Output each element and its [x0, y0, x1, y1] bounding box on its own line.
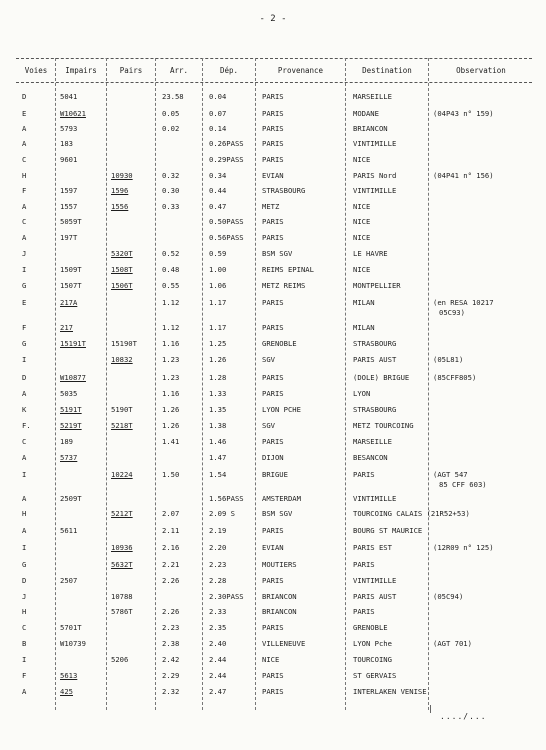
- cell-impair: 5059T: [60, 217, 82, 226]
- cell-voie: K: [22, 405, 27, 414]
- cell-arr: 1.26: [162, 421, 180, 430]
- cell-dep: 2.35: [209, 623, 227, 632]
- cell-dest: STRASBOURG: [353, 339, 397, 348]
- cell-impair: 1597: [60, 186, 78, 195]
- cell-dest: METZ TOURCOING: [353, 421, 414, 430]
- margin-tick: [430, 705, 431, 713]
- cell-pair: 5212T: [111, 509, 133, 518]
- cell-dest: NICE: [353, 217, 371, 226]
- cell-arr: 1.12: [162, 323, 180, 332]
- cell-dest: LE HAVRE: [353, 249, 388, 258]
- table-row: [0, 281, 546, 295]
- cell-voie: A: [22, 233, 27, 242]
- cell-impair: 183: [60, 139, 73, 148]
- cell-pair: 10930: [111, 171, 133, 180]
- cell-voie: B: [22, 639, 27, 648]
- cell-voie: C: [22, 437, 27, 446]
- cell-arr: 1.23: [162, 373, 180, 382]
- cell-voie: A: [22, 389, 27, 398]
- cell-prov: BSM SGV: [262, 509, 293, 518]
- cell-dest: NICE: [353, 265, 371, 274]
- cell-dest: STRASBOURG: [353, 405, 397, 414]
- header-observation: Observation: [456, 66, 506, 75]
- cell-dep: 0.14: [209, 124, 227, 133]
- cell-prov: PARIS: [262, 233, 284, 242]
- table-row: [0, 509, 546, 523]
- cell-pair: 1556: [111, 202, 129, 211]
- cell-obs: (05L81): [433, 355, 464, 364]
- cell-dep: 2.33: [209, 607, 227, 616]
- table-row: [0, 171, 546, 185]
- cell-voie: C: [22, 623, 27, 632]
- table-row: [0, 298, 546, 317]
- cell-dest: NICE: [353, 233, 371, 242]
- cell-prov: REIMS EPINAL: [262, 265, 314, 274]
- cell-dest: BESANCON: [353, 453, 388, 462]
- cell-pair: 5632T: [111, 560, 133, 569]
- table-row: [0, 470, 546, 489]
- table-row: [0, 687, 546, 701]
- cell-pair: 5190T: [111, 405, 133, 414]
- cell-pair: 1596: [111, 186, 129, 195]
- table-row: [0, 186, 546, 200]
- cell-arr: 2.26: [162, 607, 180, 616]
- cell-voie: E: [22, 298, 27, 307]
- cell-impair: 217A: [60, 298, 78, 307]
- cell-dest: MARSEILLE: [353, 92, 392, 101]
- cell-dest: PARIS: [353, 470, 375, 479]
- cell-dep: 0.34: [209, 171, 227, 180]
- cell-prov: PARIS: [262, 139, 284, 148]
- cell-prov: MOUTIERS: [262, 560, 297, 569]
- cell-impair: 189: [60, 437, 73, 446]
- table-row: [0, 202, 546, 216]
- cell-prov: GRENOBLE: [262, 339, 297, 348]
- cell-pair: 5218T: [111, 421, 133, 430]
- cell-dep: 0.44: [209, 186, 227, 195]
- cell-voie: J: [22, 592, 27, 601]
- cell-dest: PARIS AUST: [353, 355, 397, 364]
- cell-prov: EVIAN: [262, 171, 284, 180]
- table-row: [0, 453, 546, 467]
- cell-pair: 5786T: [111, 607, 133, 616]
- cell-pair: 5320T: [111, 249, 133, 258]
- cell-dep: 1.17: [209, 298, 227, 307]
- cell-voie: H: [22, 171, 27, 180]
- cell-pair: 10788: [111, 592, 133, 601]
- cell-pair: 15190T: [111, 339, 137, 348]
- cell-dest: MARSEILLE: [353, 437, 392, 446]
- table-row: [0, 124, 546, 138]
- cell-arr: 0.30: [162, 186, 180, 195]
- table-row: [0, 623, 546, 637]
- cell-pair: 10936: [111, 543, 133, 552]
- cell-dest: VINTIMILLE: [353, 139, 397, 148]
- cell-obs-continued: 05C93): [439, 308, 465, 317]
- cell-prov: PARIS: [262, 109, 284, 118]
- cell-pair: 10224: [111, 470, 133, 479]
- cell-dest: MILAN: [353, 323, 375, 332]
- cell-impair: 5041: [60, 92, 78, 101]
- cell-prov: METZ: [262, 202, 280, 211]
- cell-prov: DIJON: [262, 453, 284, 462]
- cell-voie: I: [22, 355, 27, 364]
- cell-voie: A: [22, 687, 27, 696]
- cell-dep: 0.50PASS: [209, 217, 244, 226]
- cell-voie: I: [22, 543, 27, 552]
- cell-dep: 2.19: [209, 526, 227, 535]
- cell-prov: SGV: [262, 355, 275, 364]
- cell-obs: (04P43 n° 159): [433, 109, 494, 118]
- cell-dep: 0.07: [209, 109, 227, 118]
- cell-dest: LYON Pche: [353, 639, 392, 648]
- cell-dep: 2.44: [209, 671, 227, 680]
- cell-arr: 0.48: [162, 265, 180, 274]
- cell-dest: PARIS: [353, 607, 375, 616]
- cell-prov: LYON PCHE: [262, 405, 301, 414]
- cell-prov: BRIANCON: [262, 607, 297, 616]
- cell-arr: 2.23: [162, 623, 180, 632]
- cell-voie: H: [22, 509, 27, 518]
- cell-dep: 0.47: [209, 202, 227, 211]
- cell-arr: 1.23: [162, 355, 180, 364]
- cell-dest: GRENOBLE: [353, 623, 388, 632]
- cell-obs: (12R09 n° 125): [433, 543, 494, 552]
- table-row: [0, 592, 546, 606]
- cell-dest: VINTIMILLE: [353, 186, 397, 195]
- cell-arr: 1.41: [162, 437, 180, 446]
- cell-voie: J: [22, 249, 27, 258]
- cell-dep: 0.04: [209, 92, 227, 101]
- cell-obs: (AGT 701): [433, 639, 472, 648]
- table-row: [0, 576, 546, 590]
- cell-obs-continued: 85 CFF 603): [439, 480, 487, 489]
- cell-arr: 0.55: [162, 281, 180, 290]
- cell-prov: PARIS: [262, 373, 284, 382]
- cell-dest: ST GERVAIS: [353, 671, 397, 680]
- cell-impair: 1507T: [60, 281, 82, 290]
- table-row: [0, 671, 546, 685]
- cell-prov: PARIS: [262, 155, 284, 164]
- cell-dest: BOURG ST MAURICE: [353, 526, 423, 535]
- cell-arr: 0.33: [162, 202, 180, 211]
- cell-arr: 0.52: [162, 249, 180, 258]
- cell-voie: D: [22, 576, 27, 585]
- cell-dep: 1.38: [209, 421, 227, 430]
- cell-dest: TOURCOING: [353, 655, 392, 664]
- cell-arr: 2.26: [162, 576, 180, 585]
- cell-arr: 1.16: [162, 389, 180, 398]
- header-pairs: Pairs: [119, 66, 143, 75]
- cell-voie: A: [22, 494, 27, 503]
- cell-prov: EVIAN: [262, 543, 284, 552]
- cell-impair: 425: [60, 687, 73, 696]
- cell-voie: I: [22, 655, 27, 664]
- table-row: [0, 249, 546, 263]
- header-impairs: Impairs: [65, 66, 97, 75]
- cell-impair: 5737: [60, 453, 78, 462]
- cell-prov: BRIGUE: [262, 470, 288, 479]
- cell-pair: 10832: [111, 355, 133, 364]
- cell-dep: 2.30PASS: [209, 592, 244, 601]
- cell-dep: 1.47: [209, 453, 227, 462]
- cell-dest: PARIS EST: [353, 543, 392, 552]
- cell-dep: 0.26PASS: [209, 139, 244, 148]
- cell-impair: W10621: [60, 109, 86, 118]
- cell-prov: PARIS: [262, 687, 284, 696]
- cell-impair: 2507: [60, 576, 78, 585]
- cell-impair: W10877: [60, 373, 86, 382]
- cell-arr: 2.38: [162, 639, 180, 648]
- cell-dest: INTERLAKEN VENISE: [353, 687, 427, 696]
- table-row: [0, 405, 546, 419]
- cell-dest: VINTIMILLE: [353, 494, 397, 503]
- cell-dep: 1.54: [209, 470, 227, 479]
- cell-voie: I: [22, 470, 27, 479]
- cell-voie: A: [22, 139, 27, 148]
- cell-dest: PARIS: [353, 560, 375, 569]
- cell-dep: 1.25: [209, 339, 227, 348]
- cell-voie: F: [22, 671, 27, 680]
- cell-dep: 2.47: [209, 687, 227, 696]
- cell-obs: (85CFF805): [433, 373, 477, 382]
- cell-dest: MONTPELLIER: [353, 281, 401, 290]
- cell-dep: 1.35: [209, 405, 227, 414]
- header-voies: Voies: [24, 66, 48, 75]
- table-row: [0, 494, 546, 508]
- cell-dep: 1.00: [209, 265, 227, 274]
- cell-prov: STRASBOURG: [262, 186, 306, 195]
- cell-prov: PARIS: [262, 217, 284, 226]
- cell-impair: 5793: [60, 124, 78, 133]
- cell-dep: 1.56PASS: [209, 494, 244, 503]
- cell-arr: 1.26: [162, 405, 180, 414]
- cell-dep: 2.09 S: [209, 509, 235, 518]
- cell-impair: 5191T: [60, 405, 82, 414]
- cell-dep: 1.26: [209, 355, 227, 364]
- table-row: [0, 437, 546, 451]
- cell-impair: 9601: [60, 155, 78, 164]
- header-provenance: Provenance: [277, 66, 324, 75]
- cell-obs: (en RESA 10217: [433, 298, 494, 307]
- page-number: - 2 -: [259, 14, 287, 24]
- table-row: [0, 543, 546, 557]
- cell-prov: VILLENEUVE: [262, 639, 306, 648]
- table-row: [0, 560, 546, 574]
- cell-impair: 5701T: [60, 623, 82, 632]
- cell-arr: 0.32: [162, 171, 180, 180]
- table-row: [0, 92, 546, 106]
- cell-dep: 0.59: [209, 249, 227, 258]
- cell-prov: NICE: [262, 655, 280, 664]
- table-row: [0, 339, 546, 353]
- header-top-rule: [16, 58, 532, 59]
- cell-voie: F.: [22, 421, 31, 430]
- cell-dest: PARIS Nord: [353, 171, 397, 180]
- cell-arr: 2.21: [162, 560, 180, 569]
- cell-dep: 1.06: [209, 281, 227, 290]
- cell-dest: (DOLE) BRIGUE: [353, 373, 410, 382]
- continuation-mark: ..../...: [440, 712, 487, 721]
- cell-dep: 2.40: [209, 639, 227, 648]
- table-row: [0, 526, 546, 540]
- cell-dest: LYON: [353, 389, 371, 398]
- cell-impair: W10739: [60, 639, 86, 648]
- cell-voie: I: [22, 265, 27, 274]
- cell-voie: G: [22, 339, 27, 348]
- header-dep: Dép.: [219, 66, 239, 75]
- cell-dep: 1.28: [209, 373, 227, 382]
- table-row: [0, 355, 546, 369]
- cell-impair: 1509T: [60, 265, 82, 274]
- table-row: [0, 389, 546, 403]
- cell-voie: F: [22, 186, 27, 195]
- table-row: [0, 217, 546, 231]
- cell-prov: PARIS: [262, 124, 284, 133]
- cell-arr: 2.32: [162, 687, 180, 696]
- cell-dep: 2.20: [209, 543, 227, 552]
- table-row: [0, 323, 546, 337]
- cell-voie: D: [22, 373, 27, 382]
- cell-arr: 2.07: [162, 509, 180, 518]
- cell-impair: 5611: [60, 526, 78, 535]
- cell-dest: NICE: [353, 202, 371, 211]
- cell-arr: 0.02: [162, 124, 180, 133]
- header-arr: Arr.: [169, 66, 189, 75]
- table-row: [0, 421, 546, 435]
- cell-dep: 2.23: [209, 560, 227, 569]
- cell-pair: 5206: [111, 655, 129, 664]
- cell-prov: PARIS: [262, 576, 284, 585]
- cell-dest: BRIANCON: [353, 124, 388, 133]
- cell-arr: 1.12: [162, 298, 180, 307]
- cell-prov: BSM SGV: [262, 249, 293, 258]
- cell-impair: 15191T: [60, 339, 86, 348]
- cell-dep: 2.44: [209, 655, 227, 664]
- cell-dep: 2.28: [209, 576, 227, 585]
- cell-dest: MODANE: [353, 109, 379, 118]
- cell-prov: SGV: [262, 421, 275, 430]
- cell-obs: (04P41 n° 156): [433, 171, 494, 180]
- cell-arr: 1.16: [162, 339, 180, 348]
- cell-arr: 2.29: [162, 671, 180, 680]
- cell-prov: PARIS: [262, 298, 284, 307]
- cell-dep: 1.46: [209, 437, 227, 446]
- table-row: [0, 373, 546, 387]
- cell-prov: PARIS: [262, 437, 284, 446]
- table-row: [0, 265, 546, 279]
- cell-prov: METZ REIMS: [262, 281, 306, 290]
- cell-impair: 197T: [60, 233, 78, 242]
- cell-arr: 2.11: [162, 526, 180, 535]
- cell-voie: G: [22, 560, 27, 569]
- cell-arr: 0.05: [162, 109, 180, 118]
- header-bottom-rule: [16, 82, 532, 83]
- cell-impair: 5035: [60, 389, 78, 398]
- cell-voie: G: [22, 281, 27, 290]
- cell-dep: 1.33: [209, 389, 227, 398]
- cell-impair: 1557: [60, 202, 78, 211]
- cell-pair: 1506T: [111, 281, 133, 290]
- cell-voie: F: [22, 323, 27, 332]
- table-row: [0, 139, 546, 153]
- cell-impair: 217: [60, 323, 73, 332]
- table-row: [0, 639, 546, 653]
- cell-prov: PARIS: [262, 623, 284, 632]
- cell-dest: MILAN: [353, 298, 375, 307]
- cell-prov: PARIS: [262, 526, 284, 535]
- cell-dep: 1.17: [209, 323, 227, 332]
- cell-obs: (AGT 547: [433, 470, 468, 479]
- cell-pair: 1508T: [111, 265, 133, 274]
- cell-impair: 2509T: [60, 494, 82, 503]
- cell-arr: 1.50: [162, 470, 180, 479]
- cell-dest: PARIS AUST: [353, 592, 397, 601]
- cell-dest: VINTIMILLE: [353, 576, 397, 585]
- cell-impair: 5219T: [60, 421, 82, 430]
- cell-prov: PARIS: [262, 671, 284, 680]
- cell-prov: PARIS: [262, 323, 284, 332]
- cell-dest: NICE: [353, 155, 371, 164]
- cell-arr: 23.58: [162, 92, 184, 101]
- cell-dep: 0.29PASS: [209, 155, 244, 164]
- cell-voie: H: [22, 607, 27, 616]
- table-row: [0, 607, 546, 621]
- table-row: [0, 109, 546, 123]
- cell-obs: (05C94): [433, 592, 464, 601]
- header-destination: Destination: [362, 66, 412, 75]
- cell-voie: A: [22, 202, 27, 211]
- cell-prov: PARIS: [262, 92, 284, 101]
- cell-voie: C: [22, 155, 27, 164]
- cell-voie: C: [22, 217, 27, 226]
- table-row: [0, 655, 546, 669]
- cell-voie: A: [22, 124, 27, 133]
- cell-arr: 2.42: [162, 655, 180, 664]
- cell-voie: E: [22, 109, 27, 118]
- cell-arr: 2.16: [162, 543, 180, 552]
- cell-prov: PARIS: [262, 389, 284, 398]
- cell-dest: TOURCOING CALAIS (21R52+53): [353, 509, 470, 518]
- cell-prov: AMSTERDAM: [262, 494, 301, 503]
- cell-dep: 0.56PASS: [209, 233, 244, 242]
- cell-prov: BRIANCON: [262, 592, 297, 601]
- cell-voie: A: [22, 453, 27, 462]
- table-row: [0, 155, 546, 169]
- cell-voie: A: [22, 526, 27, 535]
- table-row: [0, 233, 546, 247]
- cell-impair: 5613: [60, 671, 78, 680]
- cell-voie: D: [22, 92, 27, 101]
